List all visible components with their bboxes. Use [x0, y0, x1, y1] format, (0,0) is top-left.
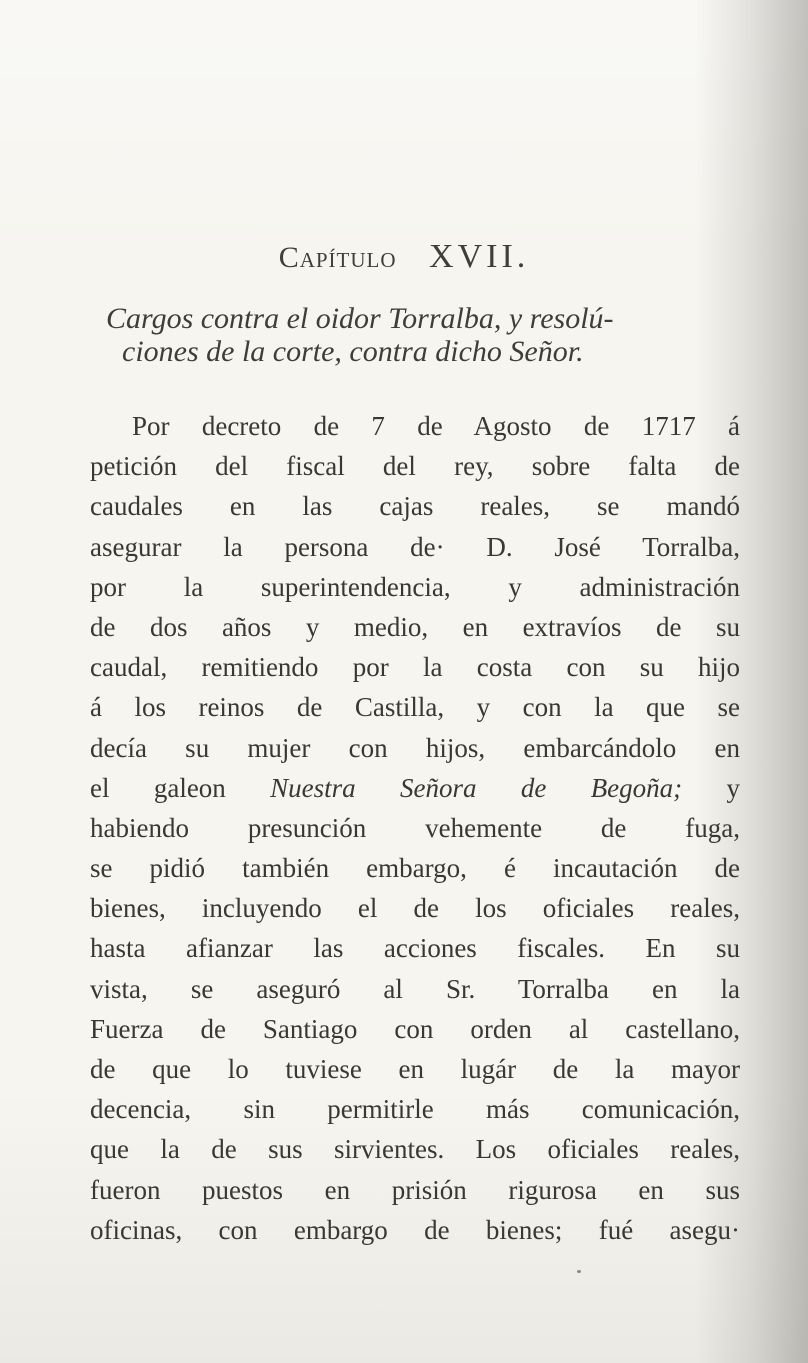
body-line-start: el galeon — [90, 772, 226, 803]
body-line: decencia, sin permitirle más comunicación, — [90, 1094, 740, 1125]
paper-speck — [577, 1270, 581, 1273]
body-line-ship — [90, 768, 740, 808]
body-line: fueron puestos en prisión rigurosa en sus — [90, 1174, 740, 1205]
ship-name: Nuestra Señora de Begoña; — [270, 772, 683, 803]
chapter-heading — [0, 238, 808, 276]
subtitle-line: Cargos contra el oidor Torralba, y resolú- — [106, 302, 614, 335]
body-line: que la de sus sirvientes. Los oficiales reales, — [90, 1134, 740, 1165]
body-line: se pidió también embargo, é incautación de — [90, 853, 740, 884]
body-line: Fuerza de Santiago con orden al castellano, — [90, 1013, 740, 1044]
body-line: asegurar la persona de· D. José Torralba, — [90, 531, 740, 562]
body-line: de que lo tuviese en lugár de la mayor — [90, 1054, 740, 1084]
body-line: habiendo presunción vehemente de fuga, — [90, 812, 740, 843]
body-line-end: y — [726, 772, 741, 803]
body-line: hasta afianzar las acciones fiscales. En su — [90, 933, 740, 964]
body-line: oficinas, con embargo de bienes; fué asegu· — [90, 1214, 740, 1245]
body-line: de dos años y medio, en extravíos de su — [90, 611, 740, 642]
body-line: por la superintendencia, y administración — [90, 571, 740, 602]
body-line: caudal, remitiendo por la costa con su hijo — [90, 652, 740, 683]
subtitle-line: ciones de la corte, contra dicho Señor. — [122, 335, 584, 368]
chapter-number: XVII. — [429, 238, 530, 275]
body-line: á los reinos de Castilla, y con la que se — [90, 692, 740, 723]
chapter-subtitle — [106, 302, 746, 368]
body-line: bienes, incluyendo el de los oficiales reales, — [90, 893, 740, 924]
chapter-word: Capítulo — [278, 241, 397, 274]
body-line: Por decreto de 7 de Agosto de 1717 á — [132, 411, 740, 441]
body-paragraph — [90, 406, 740, 1250]
body-line: caudales en las cajas reales, se mandó — [90, 491, 740, 522]
body-line: vista, se aseguró al Sr. Torralba en la — [90, 973, 740, 1004]
body-line: petición del fiscal del rey, sobre falta de — [90, 451, 740, 482]
body-line: decía su mujer con hijos, embarcándolo en — [90, 732, 740, 763]
